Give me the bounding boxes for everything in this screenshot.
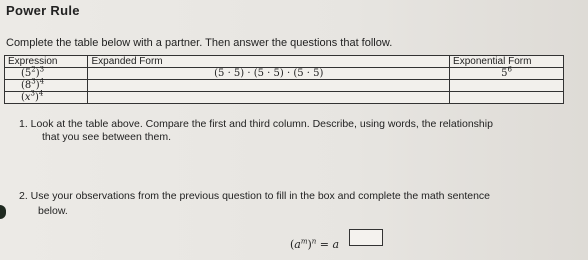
exponential-form-cell[interactable]	[450, 80, 564, 92]
power-rule-table	[4, 55, 564, 104]
page-edge-marker	[0, 205, 6, 219]
expanded-form-cell[interactable]	[88, 80, 450, 92]
expression-cell: $(x^3)^4$	[5, 92, 88, 104]
math-sentence: $(a^m)^n = a$	[290, 237, 340, 251]
expanded-form-cell[interactable]: (5 · 5) · (5 · 5) · (5 · 5)	[88, 68, 450, 80]
exponential-form-cell[interactable]: $5^6$	[450, 68, 564, 80]
header-expression: Expression	[5, 56, 88, 68]
exponential-form-cell[interactable]	[450, 92, 564, 104]
question-2-line-2: below.	[38, 205, 68, 217]
question-2-line-1: 2. Use your observations from the previous question to fill in the box and complete the math sentence	[19, 190, 491, 202]
table-row	[5, 80, 564, 92]
formula-outer-exponent: n	[311, 237, 317, 246]
table-header-row	[5, 56, 564, 68]
question-2	[19, 189, 569, 219]
formula-inner-exponent: m	[300, 237, 308, 246]
exponent-answer-box[interactable]	[349, 229, 383, 246]
header-exponential-form: Exponential Form	[450, 56, 564, 68]
expression-cell: $(8^3)^4$	[5, 80, 88, 92]
page-title: Power Rule	[6, 3, 80, 18]
question-1-line-1: 1. Look at the table above. Compare the first and third column. Describe, using words, the relationship	[19, 118, 493, 130]
table-row	[5, 92, 564, 104]
formula-result-base: a	[332, 238, 340, 251]
table-row	[5, 68, 564, 80]
expression-cell: $(5^2)^3$	[5, 68, 88, 80]
question-1-line-2: that you see between them.	[42, 131, 171, 143]
expanded-form-cell[interactable]	[88, 92, 450, 104]
header-expanded-form: Expanded Form	[88, 56, 450, 68]
instructions-text: Complete the table below with a partner. Then answer the questions that follow.	[6, 37, 393, 49]
question-1	[19, 118, 559, 144]
formula-base: a	[294, 238, 301, 251]
